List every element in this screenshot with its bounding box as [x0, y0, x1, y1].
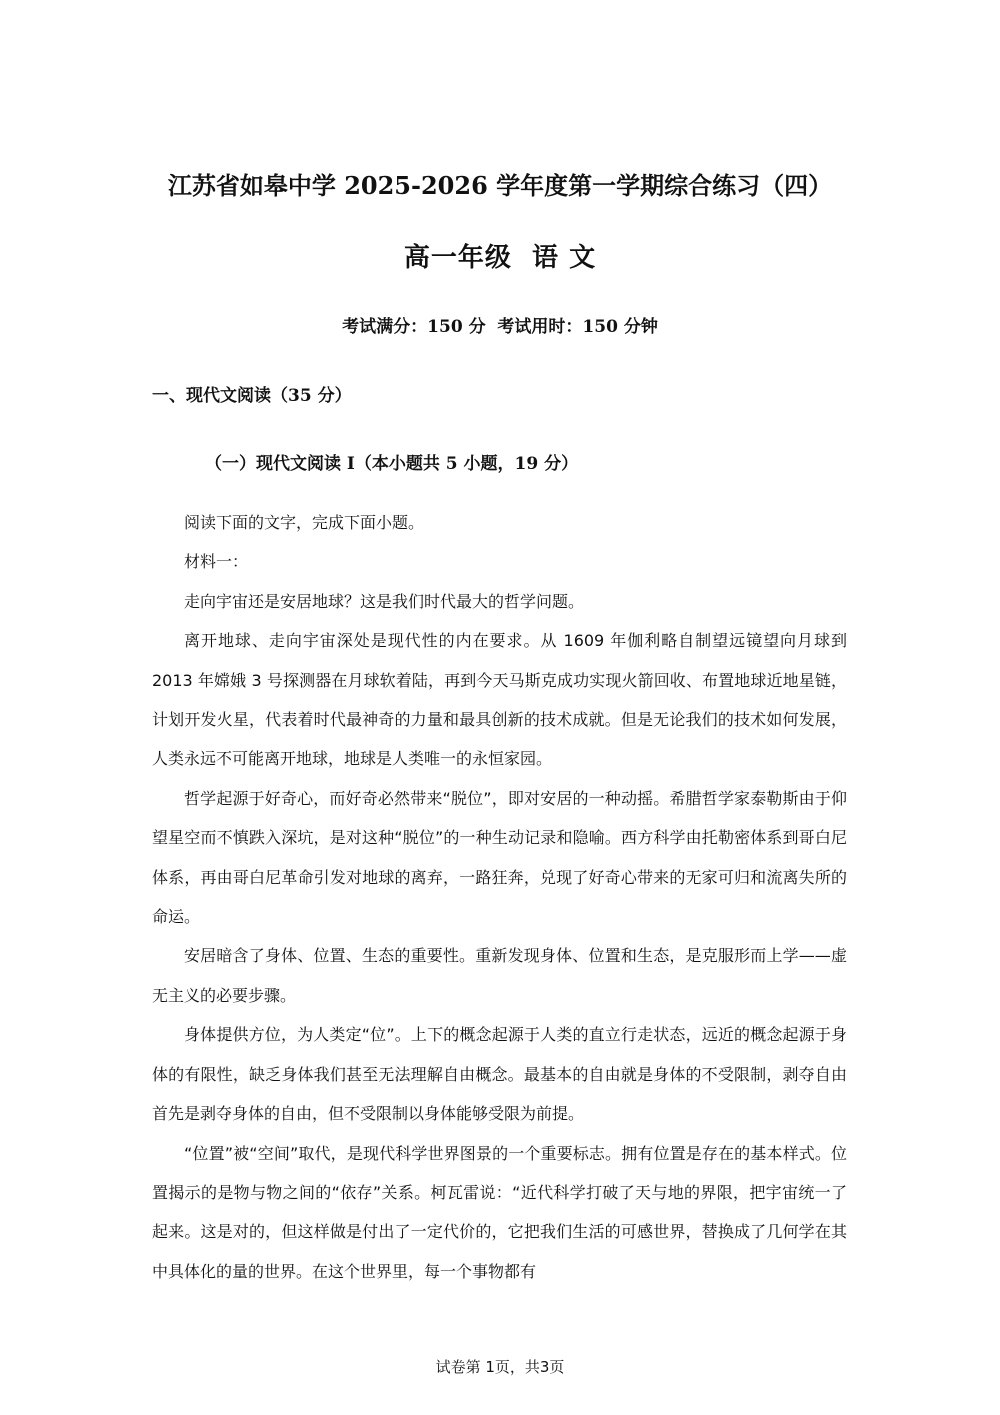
passage-paragraph: 安居暗含了身体、位置、生态的重要性。重新发现身体、位置和生态，是克服形而上学——虚无主义的必要步骤。 [152, 946, 847, 1005]
material-label: 材料一： [184, 552, 249, 572]
exam-info: 考试满分：150 分 考试用时：150 分钟 [342, 317, 658, 337]
section-heading: 一、现代文阅读（35 分） [152, 386, 352, 406]
page-footer: 试卷第 1页，共3页 [435, 1358, 565, 1376]
reading-passage [152, 503, 847, 1291]
instruction-paragraph: 阅读下面的文字，完成下面小题。 [184, 513, 425, 532]
subsection-heading: （一）现代文阅读 I（本小题共 5 小题，19 分） [205, 454, 579, 474]
passage-paragraph: 离开地球、走向宇宙深处是现代性的内在要求。从 1609 年伽利略自制望远镜望向月球到 2013 年嫦娥 3 号探测器在月球软着陆，再到今天马斯克成功实现火箭回收、布置地球近地星链，计划开发火星，代表着时代最神奇的力量和最具创新的技术成就。但是无论我们的技术如何发展，人类永远不可能离开地球，地球是人类唯一的永恒家园。 [152, 631, 847, 769]
passage-paragraph: “位置”被“空间”取代，是现代科学世界图景的一个重要标志。拥有位置是存在的基本样式。位置揭示的是物与物之间的“依存”关系。柯瓦雷说：“近代科学打破了天与地的界限，把宇宙统一了起来。这是对的，但这样做是付出了一定代价的，它把我们生活的可感世界，替换成了几何学在其中具体化的量的世界。在这个世界里，每一个事物都有 [152, 1143, 847, 1281]
document-subtitle: 高一年级 语 文 [403, 243, 597, 273]
passage-paragraph: 身体提供方位，为人类定“位”。上下的概念起源于人类的直立行走状态，远近的概念起源于身体的有限性，缺乏身体我们甚至无法理解自由概念。最基本的自由就是身体的不受限制，剥夺自由首先是剥夺身体的自由，但不受限制以身体能够受限为前提。 [152, 1025, 847, 1124]
passage-paragraph: 哲学起源于好奇心，而好奇必然带来“脱位”，即对安居的一种动摇。希腊哲学家泰勒斯由于仰望星空而不慎跌入深坑，是对这种“脱位”的一种生动记录和隐喻。西方科学由托勒密体系到哥白尼体系，再由哥白尼革命引发对地球的离弃，一路狂奔，兑现了好奇心带来的无家可归和流离失所的命运。 [152, 788, 847, 927]
passage-paragraph: 走向宇宙还是安居地球？这是我们时代最大的哲学问题。 [184, 591, 585, 611]
document-title: 江苏省如皋中学 2025-2026 学年度第一学期综合练习（四） [167, 171, 833, 200]
